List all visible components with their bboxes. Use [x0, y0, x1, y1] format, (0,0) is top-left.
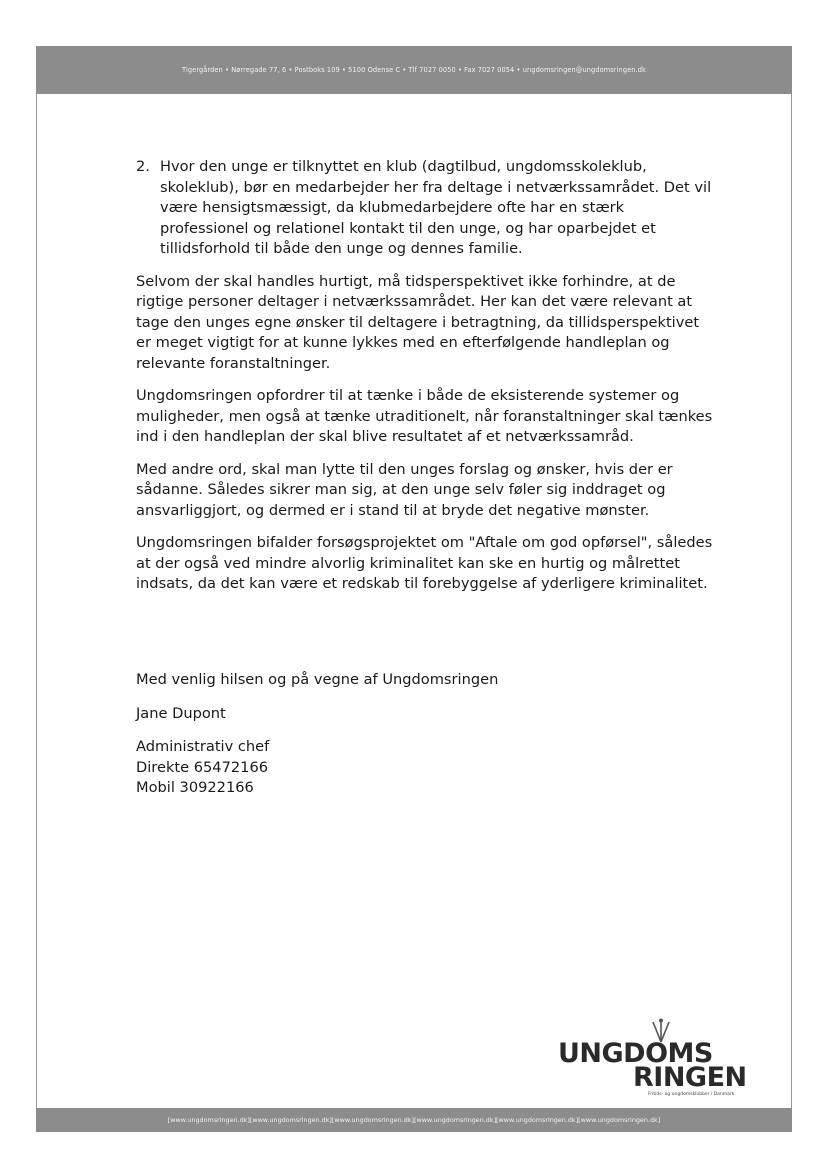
ungdomsringen-logo [556, 1018, 746, 1102]
signer-title: Administrativ chef [136, 738, 270, 755]
paragraph-2: Ungdomsringen opfordrer til at tænke i både de eksisterende systemer og muligheder, men også at tænke utraditionelt, når foranstaltninger skal tænkes ind i den handleplan der skal blive resultatet af et netværkssamråd. [136, 387, 713, 445]
paragraph-3: Med andre ord, skal man lytte til den unges forslag og ønsker, hvis der er sådanne. Således sikrer man sig, at den unge selv føler sig inddraget og ansvarliggjort, og dermed er i stand til at bryde det negative mønster. [136, 460, 673, 519]
letterhead-address: Tigergården • Nørregade 77, 6 • Postboks 109 • 5100 Odense C • Tlf 7027 0050 • Fax 7027 0054 • ungdomsringen@ungdomsringen.dk [182, 66, 646, 74]
numbered-item [136, 157, 716, 260]
letterhead-band [36, 46, 792, 94]
logo-line-1: UNGDOMS [558, 1038, 713, 1069]
letter-body [136, 157, 716, 607]
signer-details [136, 737, 498, 799]
signer-direct-phone: Direkte 65472166 [136, 758, 269, 776]
footer-band [36, 1108, 792, 1132]
paragraph-4: Ungdomsringen bifalder forsøgsprojektet om "Aftale om god opførsel", således at der også ved mindre alvorlig kriminalitet kan ske en hurtig og målrettet indsats, da det kan være et redskab til forebyggelse af yderligere kriminalitet. [136, 534, 713, 592]
signer-mobile-phone: Mobil 30922166 [136, 779, 254, 796]
paragraph-1: Selvom der skal handles hurtigt, må tidsperspektivet ikke forhindre, at de rigtige personer deltager i netværkssamrådet. Her kan det være relevant at tage den unges egne ønsker til deltagere i betragtning, da tillidsperspektivet er meget vigtigt for at kunne lykkes med en efterfølgende handleplan og relevante foranstaltninger. [136, 272, 700, 372]
signer-name: Jane Dupont [136, 704, 226, 722]
logo-tagline: Fritids- og ungdomsklubber i Danmark [648, 1092, 735, 1097]
item-text: Hvor den unge er tilknyttet en klub (dagtilbud, ungdomsskoleklub, skoleklub), bør en medarbejder her fra deltage i netværkssamrådet. Det vil være hensigtsmæssigt, da klubmedarbejdere ofte har en stærk professionel og relationel kontakt til den unge, og har oparbejdet et tillidsforhold til både den unge og dennes familie. [160, 158, 712, 257]
closing-greeting: Med venlig hilsen og på vegne af Ungdomsringen [136, 671, 499, 688]
item-number: 2. [136, 158, 150, 175]
footer-links: [www.ungdomsringen.dk][www.ungdomsringen.dk][www.ungdomsringen.dk][www.ungdomsringen.dk][www.ungdomsringen.dk][www.ungdomsringen.dk] [167, 1116, 661, 1124]
closing-block [136, 670, 498, 799]
logo-line-2: RINGEN [633, 1062, 747, 1093]
